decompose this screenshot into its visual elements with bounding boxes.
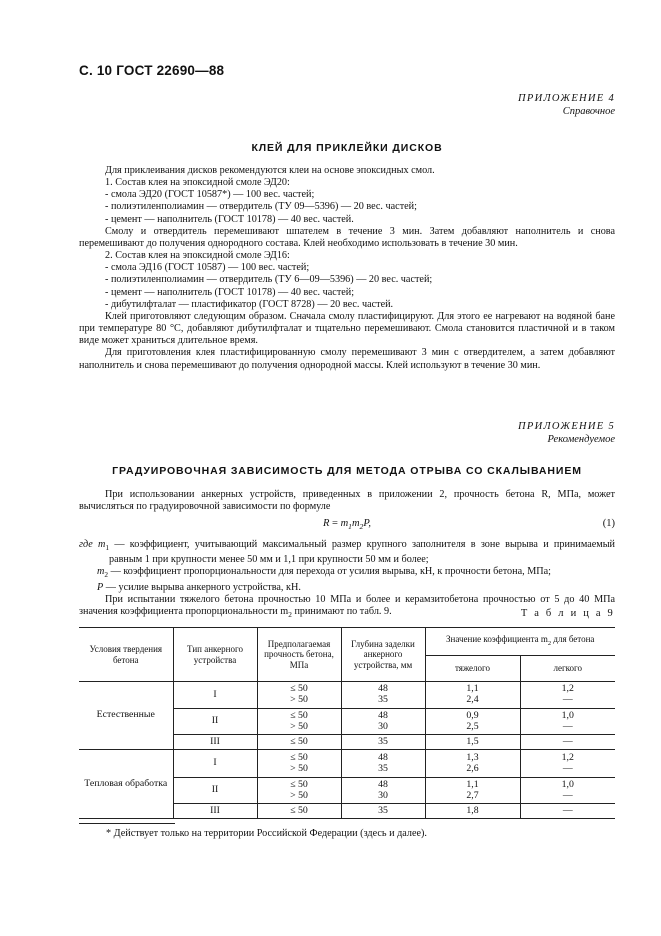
cell-type: II (173, 709, 257, 735)
val: 48 (378, 683, 388, 695)
val: ≤ 50 (290, 751, 308, 763)
para2-sub: 2 (288, 610, 292, 620)
table-caption: Т а б л и ц а 9 (520, 608, 615, 619)
cell-depth: 35 (341, 735, 425, 750)
cell-depth (341, 778, 425, 804)
s1-line-10: - дибутилфталат — пластификатор (ГОСТ 8728) — 20 вес. частей. (105, 298, 394, 310)
appendix-5-number: ПРИЛОЖЕНИЕ 5 (518, 421, 615, 432)
th-conditions: Условия твердения бетона (79, 628, 173, 682)
val: — (562, 762, 573, 774)
formula-m2-sub: 2 (359, 522, 364, 532)
val: 30 (378, 789, 388, 801)
formula-lhs: R (322, 518, 330, 529)
s1-line-2: - смола ЭД20 (ГОСТ 10587*) — 100 вес. частей; (105, 189, 315, 201)
cell-strength (257, 682, 341, 709)
val: 48 (378, 778, 388, 790)
section-1-body (79, 165, 615, 372)
cell-type: III (173, 735, 257, 750)
def-p-text: — усилие вырыва анкерного устройства, кН. (103, 581, 301, 593)
val: 2,6 (466, 762, 479, 774)
cell-heavy (425, 750, 520, 778)
val: 1,1 (466, 778, 479, 790)
cell-type: I (173, 682, 257, 709)
cell-strength: ≤ 50 (257, 735, 341, 750)
th-coef-a: Значение коэффициента m (446, 633, 548, 644)
cell-light (520, 709, 615, 735)
table-row (79, 682, 615, 709)
th-heavy: тяжелого (425, 656, 520, 682)
cell-depth (341, 682, 425, 709)
s1-line-0: Для приклеивания дисков рекомендуются клеи на основе эпоксидных смол. (105, 165, 435, 176)
def-m1-sub: 1 (105, 543, 110, 553)
s1-line-1: 1. Состав клея на эпоксидной смоле ЭД20: (105, 177, 290, 189)
formula-expression (79, 518, 615, 531)
appendix-4-number: ПРИЛОЖЕНИЕ 4 (518, 93, 615, 104)
val: 1,0 (561, 709, 574, 721)
val: > 50 (290, 762, 308, 774)
s1-line-9: - цемент — наполнитель (ГОСТ 10178) — 40 вес. частей; (105, 286, 355, 298)
val: > 50 (290, 720, 308, 732)
cell-heavy (425, 682, 520, 709)
cell-condition: Тепловая обработка (79, 750, 173, 819)
para2-text-a: При испытании тяжелого бетона прочностью 10 МПа и более и керамзитобетона прочностью от 5 до 40 МПа значения коэффициента пропорциональности m (79, 593, 615, 618)
s1-line-6: 2. Состав клея на эпоксидной смоле ЭД16: (105, 250, 290, 262)
val: 30 (378, 720, 388, 732)
table-row (79, 750, 615, 778)
appendix-4-type: Справочное (562, 106, 615, 117)
cell-light (520, 778, 615, 804)
val: 1,0 (561, 778, 574, 790)
cell-depth: 35 (341, 804, 425, 819)
val: 1,2 (561, 751, 574, 763)
val: ≤ 50 (290, 778, 308, 790)
def-m2 (79, 566, 615, 581)
footnote-divider (79, 823, 175, 824)
val: 2,7 (466, 789, 479, 801)
formula-number: (1) (602, 518, 615, 529)
val: 1,1 (466, 683, 479, 695)
para2-text-b: принимают по табл. 9. (291, 606, 392, 618)
cell-heavy (425, 709, 520, 735)
def-m1-text: — коэффициент, учитывающий максимальный размер крупного заполнителя в зоне вырыва и принимаемый равным 1 при крупности менее 50 мм и 1,1 при крупности 50 мм и более; (109, 539, 615, 566)
section-2-title: ГРАДУИРОВОЧНАЯ ЗАВИСИМОСТЬ ДЛЯ МЕТОДА ОТРЫВА СО СКАЛЫВАНИЕМ (112, 465, 582, 477)
formula-eq: = (329, 518, 341, 529)
cell-strength: ≤ 50 (257, 804, 341, 819)
val: 1,3 (466, 751, 479, 763)
def-m2-sub: 2 (104, 570, 109, 580)
cell-type: I (173, 750, 257, 778)
cell-heavy: 1,5 (425, 735, 520, 750)
table-9 (79, 627, 615, 819)
def-m2-symbol: m (97, 566, 105, 578)
cell-strength (257, 709, 341, 735)
formula-m1: m (340, 518, 349, 529)
def-m1 (79, 539, 615, 566)
s2-intro-text: При использовании анкерных устройств, приведенных в приложении 2, прочность бетона R, МПа, может вычисляться по градуировочной зависимости по формуле (79, 489, 615, 513)
val: 2,4 (466, 694, 479, 705)
s1-line-3: - полиэтиленполиамин — отвердитель (ТУ 09—5396) — 20 вес. частей; (105, 201, 417, 213)
cell-depth (341, 750, 425, 778)
cell-type: III (173, 804, 257, 819)
cell-strength (257, 778, 341, 804)
cell-light (520, 682, 615, 709)
appendix-4-label (518, 92, 615, 118)
s1-line-11: Клей приготовляют следующим образом. Сначала смолу пластифицируют. Для этого ее нагревают на водяной бане при температуре 80 °С, добавляют дибутилфталат и тщательно перемешивают. Смола становится пластичной и в таком виде может храниться длительное время. (79, 310, 615, 347)
s1-line-12: Для приготовления клея пластифицированную смолу перемешивают 3 мин с отвердителем, а затем добавляют наполнитель и снова перемешивают до получения однородной массы. Клей используют в течение 30 мин. (79, 347, 615, 371)
formula-1 (79, 518, 615, 532)
appendix-5-type: Рекомендуемое (547, 434, 615, 445)
th-coef-sub: 2 (547, 639, 552, 647)
section-1-title: КЛЕЙ ДЛЯ ПРИКЛЕЙКИ ДИСКОВ (251, 142, 443, 154)
val: ≤ 50 (290, 709, 308, 721)
th-depth: Глубина заделки анкерного устройства, мм (341, 628, 425, 682)
cell-condition: Естественные (79, 682, 173, 750)
formula-p: P, (363, 518, 372, 529)
cell-heavy (425, 778, 520, 804)
cell-light: — (520, 804, 615, 819)
val: 2,5 (466, 720, 479, 732)
val: 35 (378, 762, 388, 774)
s1-line-7: - смола ЭД16 (ГОСТ 10587) — 100 вес. частей; (105, 262, 310, 274)
section-2-intro (79, 489, 615, 514)
val: 48 (378, 709, 388, 721)
cell-depth (341, 709, 425, 735)
def-p (79, 582, 615, 594)
cell-type: II (173, 778, 257, 804)
page-header: С. 10 ГОСТ 22690—88 (79, 63, 225, 78)
val: 48 (378, 751, 388, 763)
th-type: Тип анкерного устройства (173, 628, 257, 682)
val: 1,2 (561, 683, 574, 695)
def-m2-text: — коэффициент пропорциональности для перехода от усилия вырыва, кН, к прочности бетона, МПа; (108, 566, 551, 578)
val: — (562, 720, 573, 732)
val: 0,9 (466, 709, 479, 721)
appendix-5-label (518, 420, 615, 446)
formula-m1-sub: 1 (348, 522, 352, 532)
s1-line-5: Смолу и отвердитель перемешивают шпателем в течение 3 мин. Затем добавляют наполнитель и снова перемешивают до получения однородного состава. Клей необходимо использовать в течение 30 мин. (79, 225, 615, 249)
val: > 50 (290, 789, 308, 801)
val: — (562, 789, 573, 801)
th-coefficient (425, 628, 615, 656)
val: > 50 (290, 694, 308, 705)
val: 35 (378, 694, 388, 705)
val: — (562, 694, 573, 705)
footnote: * Действует только на территории Российской Федерации (здесь и далее). (106, 828, 427, 839)
def-m1-symbol: где m (79, 539, 106, 550)
cell-strength (257, 750, 341, 778)
val: ≤ 50 (290, 683, 308, 695)
th-light: легкого (520, 656, 615, 682)
formula-m2: m (351, 518, 360, 529)
s1-line-8: - полиэтиленполиамин — отвердитель (ТУ 6—09—5396) — 20 вес. частей; (105, 274, 433, 286)
s1-line-4: - цемент — наполнитель (ГОСТ 10178) — 40 вес. частей. (105, 213, 354, 225)
th-coef-b: для бетона (551, 633, 595, 644)
cell-heavy: 1,8 (425, 804, 520, 819)
th-strength: Предполагаемая прочность бетона, МПа (257, 628, 341, 682)
cell-light: — (520, 735, 615, 750)
def-p-symbol: P (97, 581, 104, 593)
cell-light (520, 750, 615, 778)
